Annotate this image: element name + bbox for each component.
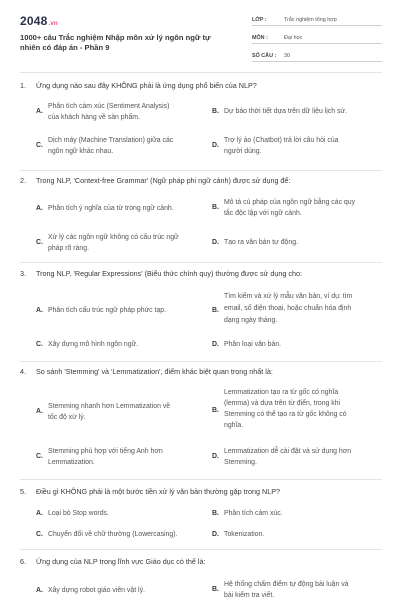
option-text-line: Tokenization. <box>224 531 265 538</box>
meta-count-row <box>252 50 382 62</box>
option-text-line: bài kiểm tra viết. <box>224 592 275 599</box>
question-4 <box>20 367 382 477</box>
meta-class-label: LỚP : <box>252 17 267 23</box>
option-letter: A. <box>36 510 43 517</box>
option-text-line: Lemmatization. <box>48 459 95 466</box>
option-text-line: Stemming. <box>224 459 257 466</box>
option-letter: D. <box>212 239 219 246</box>
option-text-line: Tìm kiếm và xử lý mẫu văn bản, ví dụ: tìm <box>224 293 353 300</box>
option-text-line: Lemmatization tạo ra từ gốc có nghĩa <box>224 389 339 396</box>
option-letter: C. <box>36 239 43 246</box>
option-text-line: Tạo ra văn bản tự động. <box>224 239 298 246</box>
meta-count-label: SỐ CÂU : <box>252 53 277 59</box>
option-text-line: tốc độ xử lý. <box>48 414 86 421</box>
question-text: Trong NLP, 'Regular Expressions' (Biểu thức chính quy) thường được sử dụng cho: <box>36 269 302 278</box>
question-number: 4. <box>20 367 26 376</box>
option-letter: C. <box>36 341 43 348</box>
option-text-line: Phân tích cảm xúc. <box>224 510 283 517</box>
option-text-line: Xây dựng mô hình ngôn ngữ. <box>48 341 139 348</box>
option-text-line: email, số điện thoại, hoặc chuẩn hóa định <box>224 305 352 312</box>
divider <box>20 479 382 480</box>
option-text-line: Trợ lý ảo (Chatbot) trả lời câu hỏi của <box>224 137 339 144</box>
option-text-line: Phân tích ý nghĩa của từ trong ngữ cảnh. <box>48 205 174 212</box>
option-letter: D. <box>212 142 219 149</box>
question-5 <box>20 487 382 547</box>
option-text-line: Hệ thống chấm điểm tự động bài luận và <box>224 581 349 588</box>
option-letter: B. <box>212 204 219 211</box>
option-text-line: nghĩa. <box>224 422 244 429</box>
meta-class-row <box>252 14 382 26</box>
question-number: 1. <box>20 81 26 90</box>
option-text-line: tắc độc lập với ngữ cảnh. <box>224 210 302 217</box>
question-1 <box>20 81 382 166</box>
option-letter: B. <box>212 307 219 314</box>
header <box>20 14 382 60</box>
exam-title: 1000+ câu Trắc nghiệm Nhập môn xử lý ngôn ngữ tự nhiên có đáp án - Phần 9 <box>20 33 211 52</box>
option-text-line: Dịch máy (Machine Translation) giữa các <box>48 137 174 144</box>
option-text-line: Phân tích cấu trúc ngữ pháp phức tạp. <box>48 307 167 314</box>
logo-suffix: .vn <box>48 21 58 27</box>
option-text-line: Xây dựng robot giáo viên vật lý. <box>48 587 145 594</box>
meta-subject-value: Đại học <box>284 35 303 41</box>
option-letter: B. <box>212 108 219 115</box>
question-text: Ứng dụng của NLP trong lĩnh vực Giáo dục có thể là: <box>36 557 206 566</box>
option-letter: D. <box>212 453 219 460</box>
option-text-line: Stemming phù hợp với tiếng Anh hơn <box>48 448 163 455</box>
meta-class-value: Trắc nghiệm tổng hợp <box>284 17 337 23</box>
question-6 <box>20 557 382 600</box>
option-text-line: ngôn ngữ khác nhau. <box>48 148 114 155</box>
option-letter: A. <box>36 108 43 115</box>
question-2 <box>20 176 382 260</box>
question-text: Ứng dụng nào sau đây KHÔNG phải là ứng dụng phổ biến của NLP? <box>36 81 257 90</box>
divider <box>20 72 382 73</box>
option-letter: A. <box>36 307 43 314</box>
option-letter: C. <box>36 453 43 460</box>
question-text: So sánh 'Stemming' và 'Lemmatization', điểm khác biệt quan trọng nhất là: <box>36 367 273 376</box>
option-text-line: Dự báo thời tiết dựa trên dữ liệu lịch sử. <box>224 108 347 115</box>
divider <box>20 170 382 171</box>
option-text-line: Phân tích cảm xúc (Sentiment Analysis) <box>48 103 170 110</box>
option-text-line: Lemmatization dễ cài đặt và sử dụng hơn <box>224 448 352 455</box>
option-text-line: Stemming có thể tạo ra từ gốc không có <box>224 411 347 418</box>
option-text-line: Stemming nhanh hơn Lemmatization về <box>48 403 171 410</box>
option-text-line: (lemma) và dựa trên từ điển, trong khi <box>224 400 341 407</box>
option-letter: B. <box>212 407 219 414</box>
question-number: 6. <box>20 557 26 566</box>
option-letter: D. <box>212 341 219 348</box>
option-letter: A. <box>36 587 43 594</box>
question-number: 2. <box>20 176 26 185</box>
option-text-line: người dùng. <box>224 148 262 155</box>
option-letter: B. <box>212 586 219 593</box>
meta-count-value: 30 <box>284 53 290 59</box>
option-text-line: Chuyển đổi về chữ thường (Lowercasing). <box>48 531 178 538</box>
option-text-line: dạng ngày tháng. <box>224 317 278 324</box>
option-text-line: Phân loại văn bản. <box>224 341 282 348</box>
option-text-line: Mô tả cú pháp của ngôn ngữ bằng các quy <box>224 199 356 206</box>
option-text-line: của khách hàng về sản phẩm. <box>48 114 140 121</box>
option-letter: C. <box>36 142 43 149</box>
option-text-line: Loại bỏ Stop words. <box>48 510 109 517</box>
question-text: Trong NLP, 'Context-free Grammar' (Ngữ pháp phi ngữ cảnh) được sử dụng để: <box>36 176 291 185</box>
divider <box>20 361 382 362</box>
option-letter: A. <box>36 205 43 212</box>
logo-text: 2048 <box>20 14 48 28</box>
divider <box>20 549 382 550</box>
option-letter: D. <box>212 531 219 538</box>
meta-subject-row <box>252 32 382 44</box>
option-text-line: Xử lý các ngôn ngữ không có cấu trúc ngữ <box>48 234 179 241</box>
option-text-line: pháp rõ ràng. <box>48 245 89 252</box>
option-letter: B. <box>212 510 219 517</box>
question-3 <box>20 269 382 359</box>
meta-subject-label: MÔN : <box>252 35 268 41</box>
question-number: 5. <box>20 487 26 496</box>
site-logo[interactable] <box>20 14 58 28</box>
option-letter: A. <box>36 408 43 415</box>
option-letter: C. <box>36 531 43 538</box>
exam-meta <box>252 14 382 68</box>
divider <box>20 262 382 263</box>
question-text: Điều gì KHÔNG phải là một bước tiền xử lý văn bản thường gặp trong NLP? <box>36 487 280 496</box>
question-number: 3. <box>20 269 26 278</box>
